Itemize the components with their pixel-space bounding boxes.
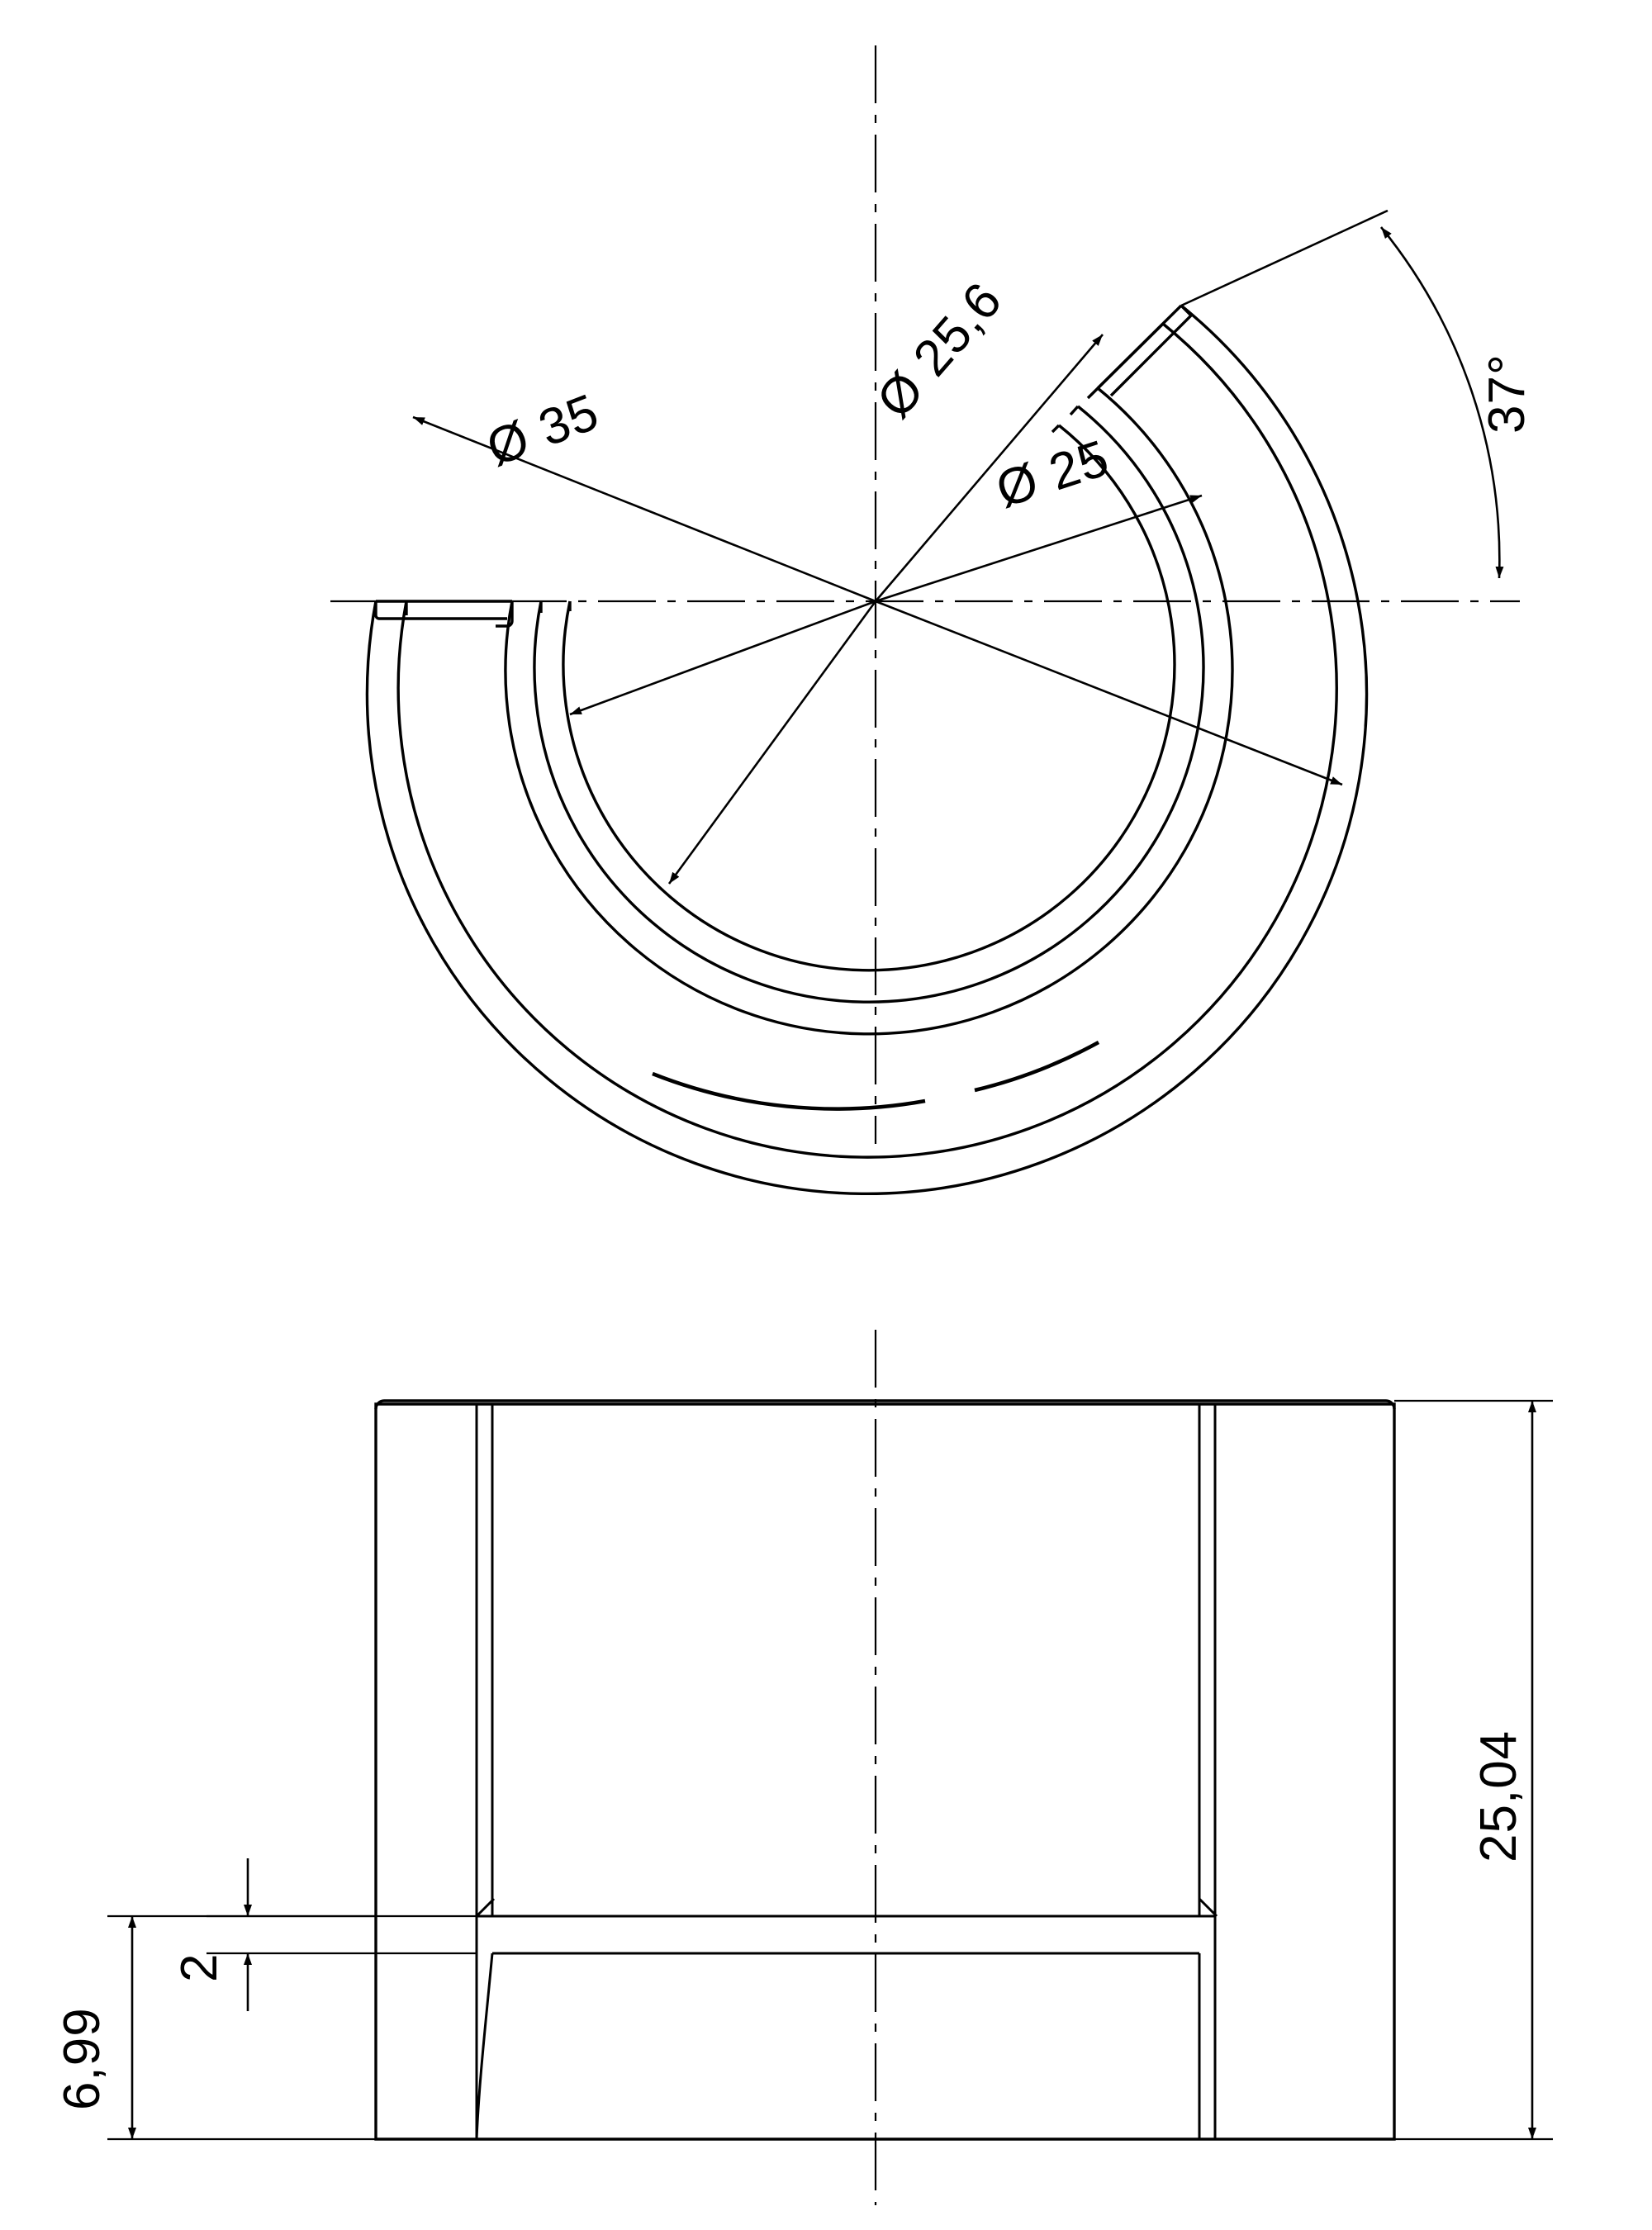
dimension-label-d35: Ø 35 <box>479 383 607 478</box>
front-outline <box>376 1401 1394 2139</box>
dimension-angle-37 <box>1181 211 1499 578</box>
dimension-label-2504: 25,04 <box>1470 1729 1527 1862</box>
front-view <box>54 1330 1553 2205</box>
inner-bore-arc <box>506 388 1232 1034</box>
dimension-label-d256: Ø 25,6 <box>866 271 1014 429</box>
dimension-line-d25 <box>876 496 1342 785</box>
dimension-label-699: 6,99 <box>54 2007 111 2110</box>
top-view <box>330 45 1536 1193</box>
dimension-label-d25: Ø 25 <box>990 429 1116 520</box>
front-wall-edges <box>477 1404 1215 2139</box>
dimension-label-a37: 37° <box>1479 353 1536 434</box>
dimension-extension-699 <box>107 1916 376 2139</box>
dimension-extension-2 <box>206 1916 477 1953</box>
dimension-label-2: 2 <box>171 1952 228 1982</box>
front-flange-step <box>477 1899 1217 2139</box>
dimension-line-d35 <box>413 417 876 714</box>
dimension-line-d256 <box>669 334 1103 884</box>
